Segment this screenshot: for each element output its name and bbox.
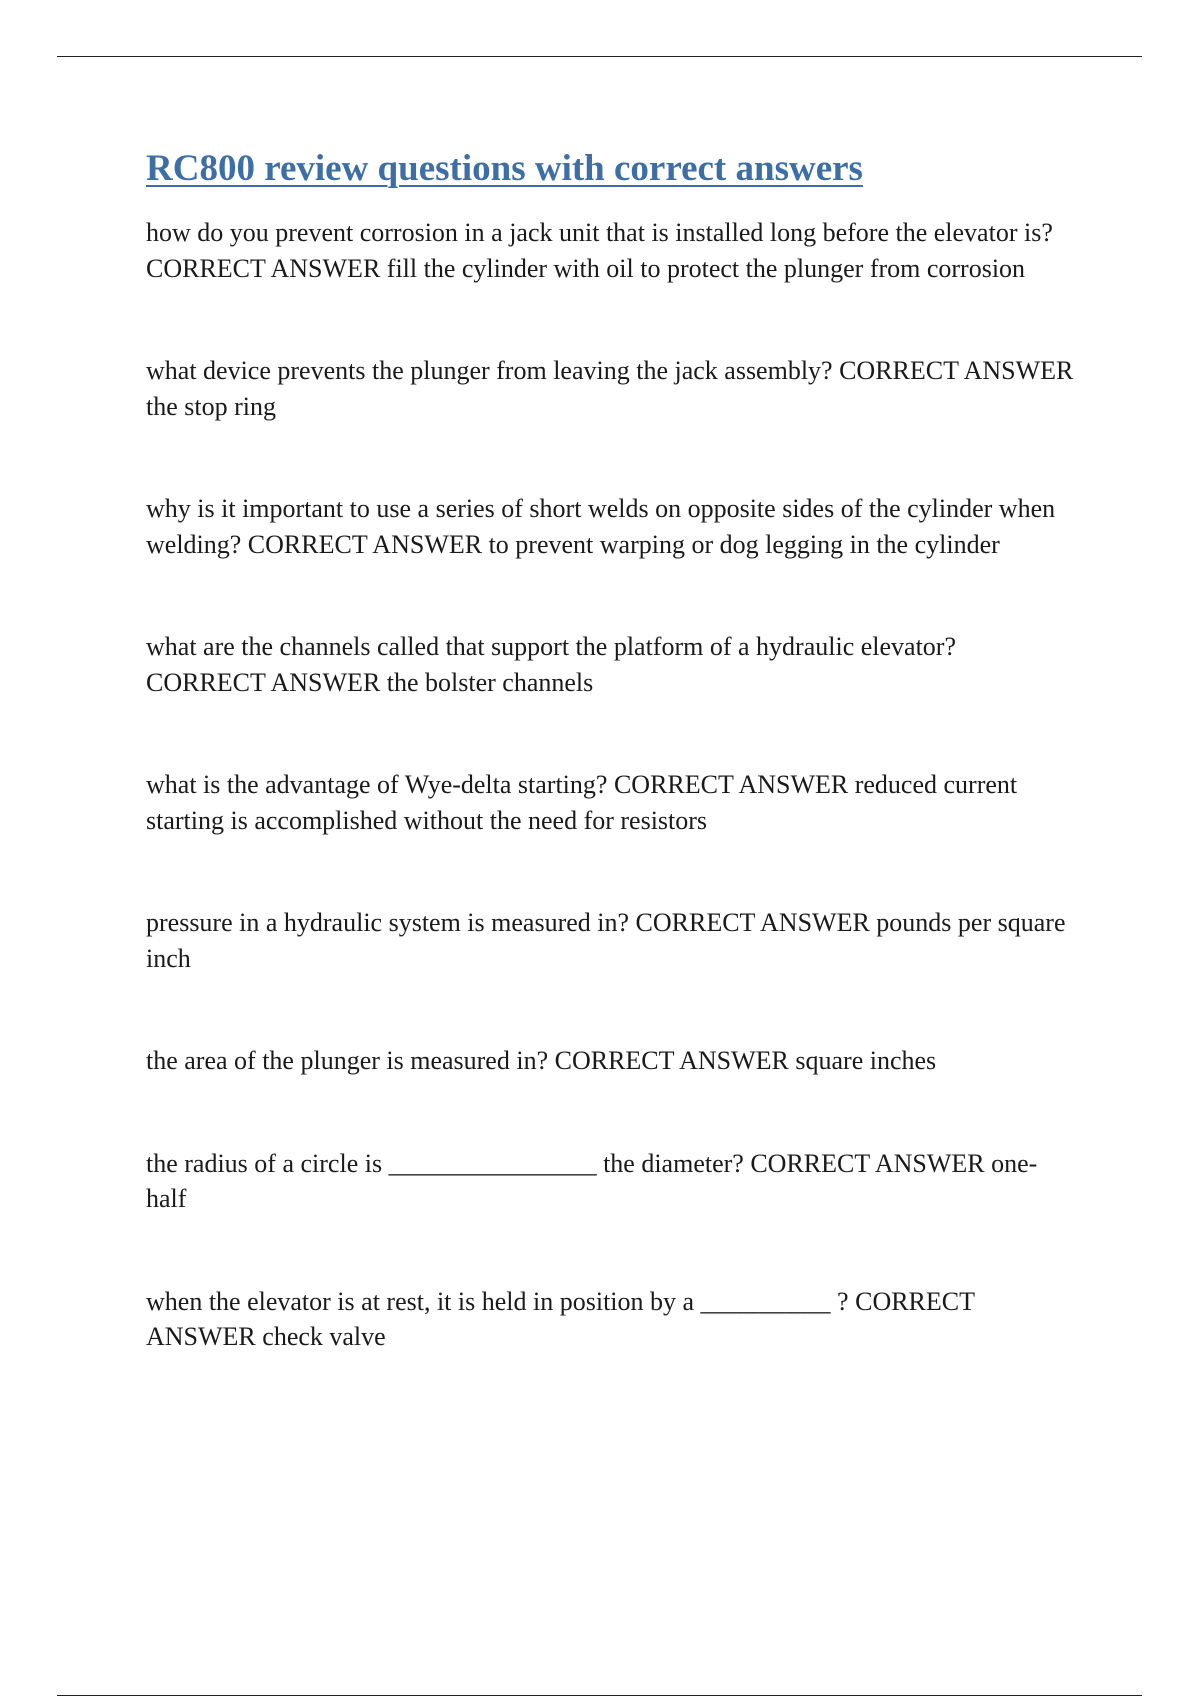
qa-item: how do you prevent corrosion in a jack unit that is installed long before the elevator is? CORRECT ANSWER fill the cylinder with oil to protect the plunger from corrosion xyxy=(146,218,1053,283)
bottom-rule xyxy=(57,1695,1142,1696)
qa-item: pressure in a hydraulic system is measured in? CORRECT ANSWER pounds per square inch xyxy=(146,908,1066,973)
qa-item: the area of the plunger is measured in? CORRECT ANSWER square inches xyxy=(146,1046,937,1075)
document-body xyxy=(146,145,1076,1355)
qa-item: what are the channels called that support the platform of a hydraulic elevator? CORRECT ANSWER the bolster channels xyxy=(146,632,956,697)
qa-item: the radius of a circle is ________________ the diameter? CORRECT ANSWER one-half xyxy=(146,1148,1038,1213)
top-rule xyxy=(57,56,1142,57)
qa-item: why is it important to use a series of short welds on opposite sides of the cylinder when welding? CORRECT ANSWER to prevent warping or dog legging in the cylinder xyxy=(146,494,1056,559)
qa-item: when the elevator is at rest, it is held in position by a __________ ? CORRECT ANSWER check valve xyxy=(146,1286,975,1351)
qa-item: what is the advantage of Wye-delta starting? CORRECT ANSWER reduced current starting is accomplished without the need for resistors xyxy=(146,770,1018,835)
document-title: RC800 review questions with correct answers xyxy=(146,148,863,189)
qa-item: what device prevents the plunger from leaving the jack assembly? CORRECT ANSWER the stop ring xyxy=(146,356,1074,421)
qa-list xyxy=(146,215,1076,1355)
